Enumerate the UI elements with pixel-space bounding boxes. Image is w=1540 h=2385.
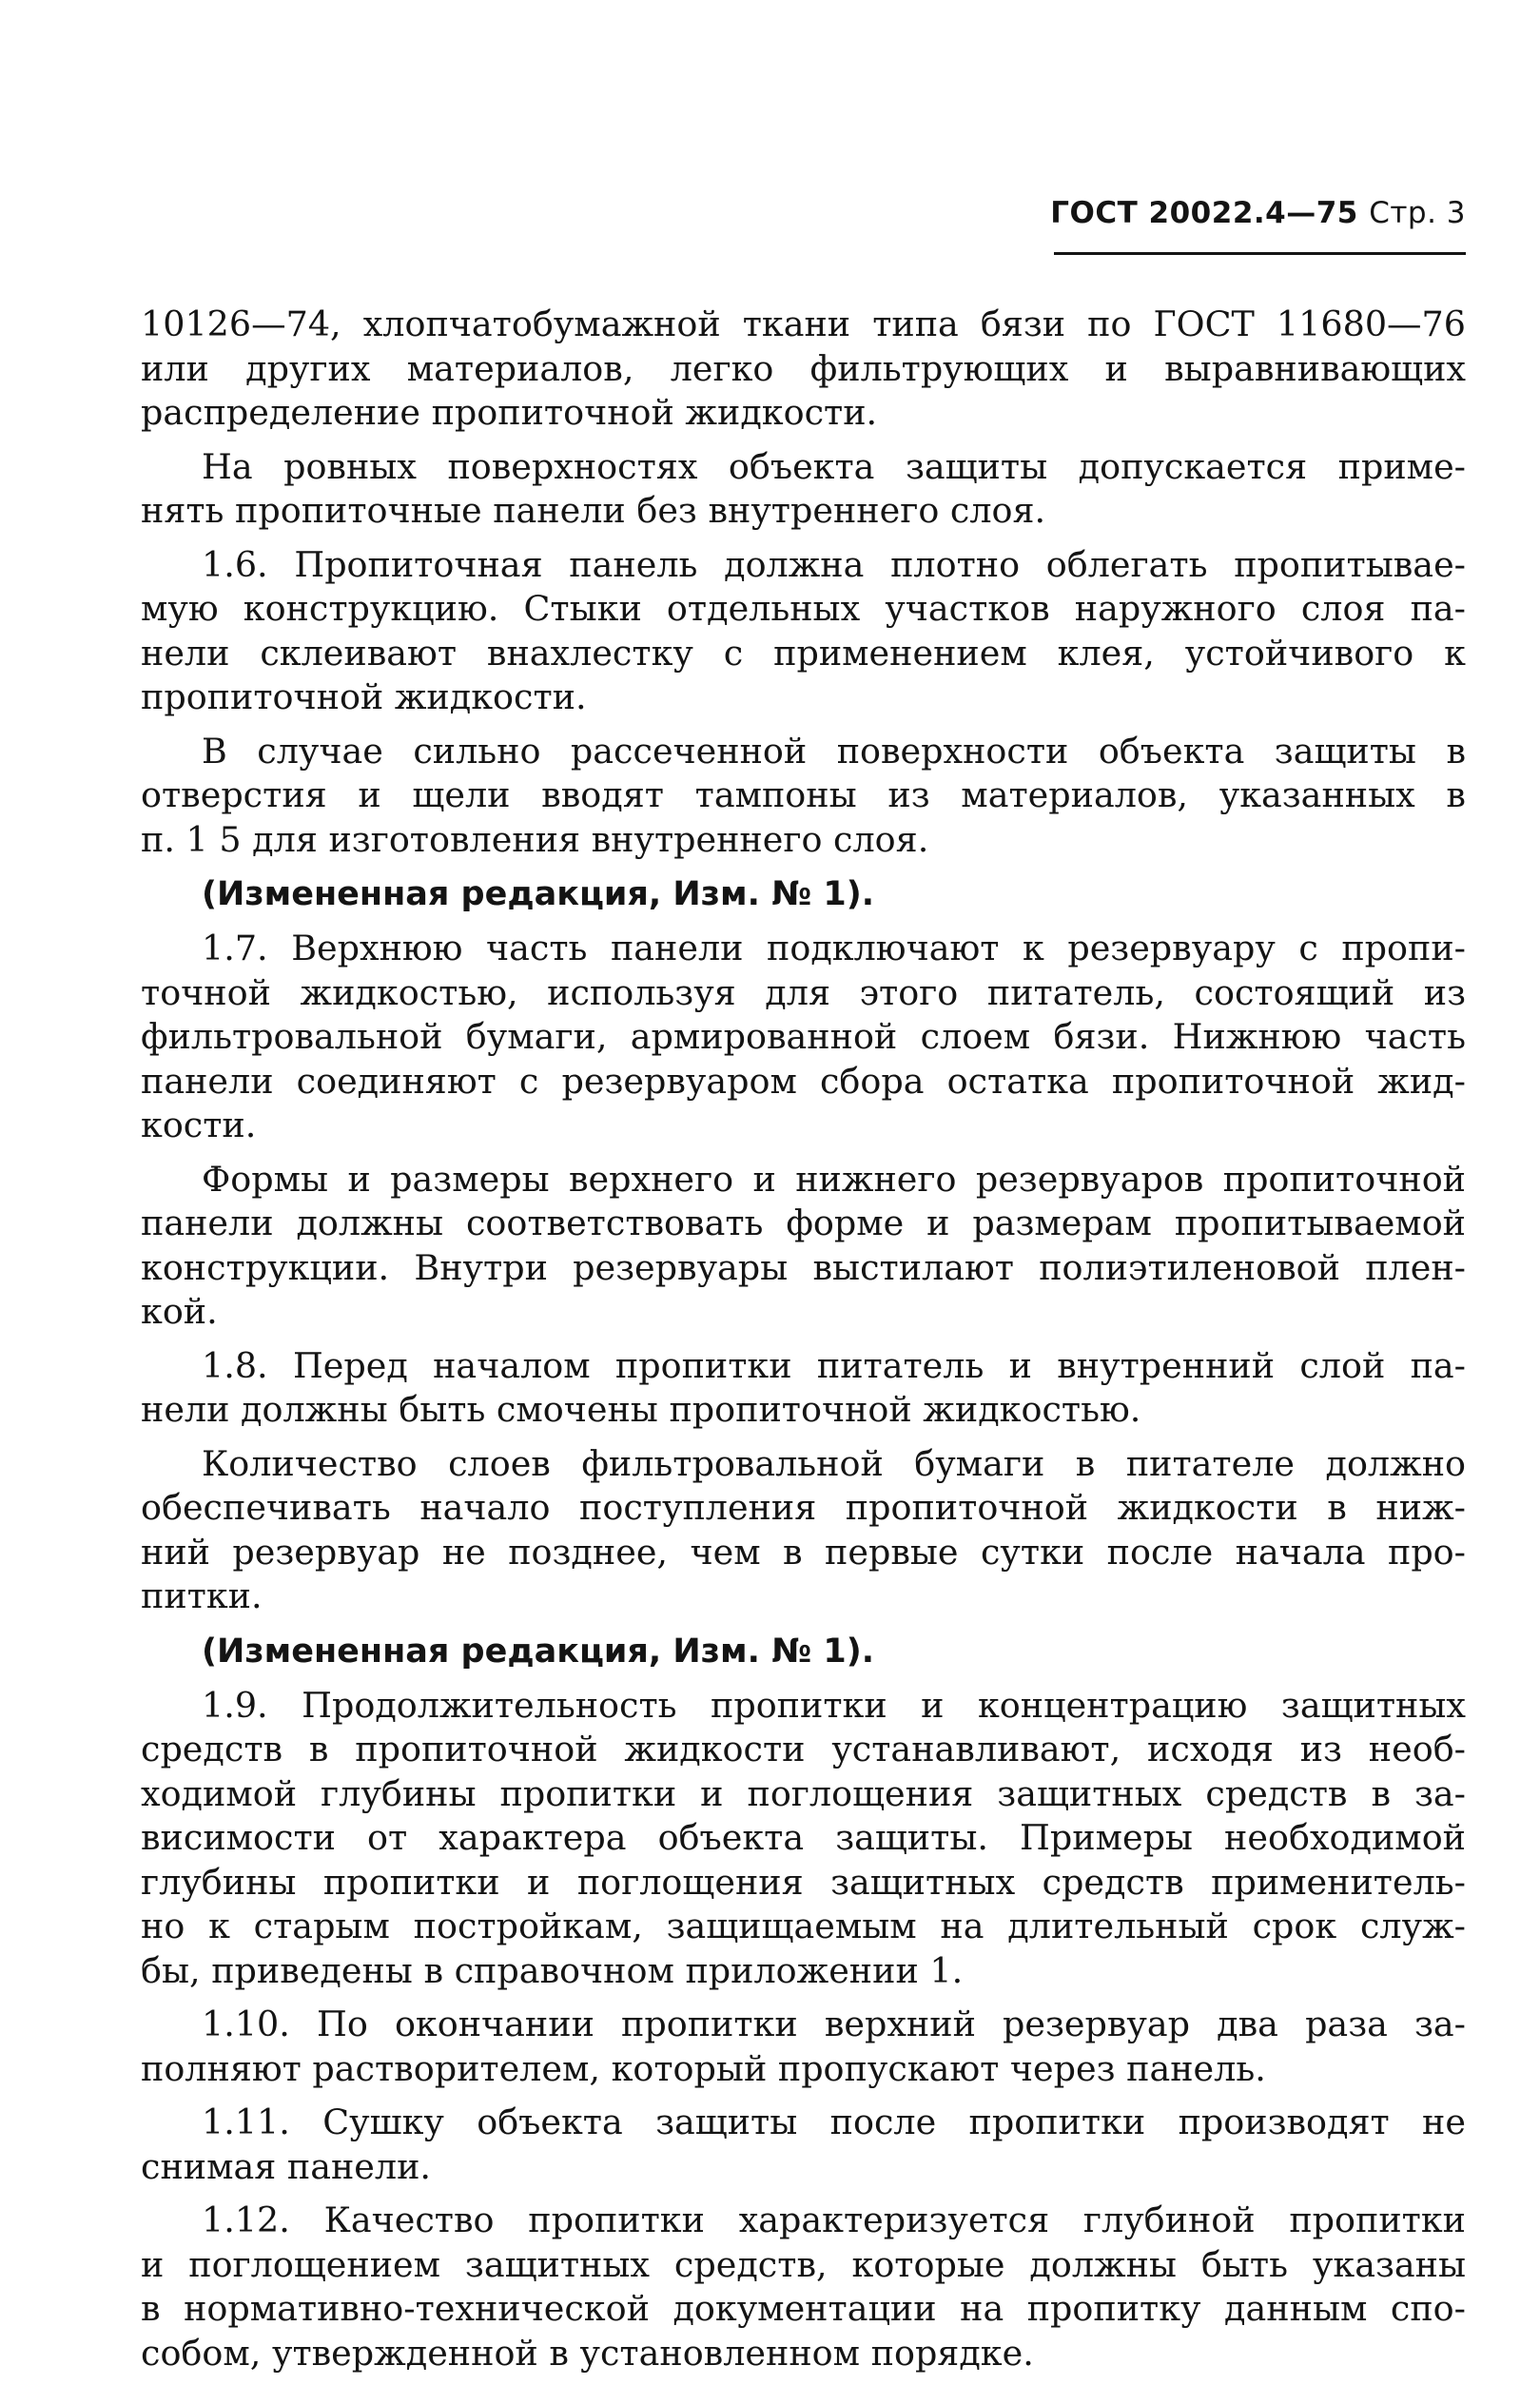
text-line: отверстия и щели вводят тампоны из материалов, указанных в	[141, 774, 1466, 815]
text-line: Формы и размеры верхнего и нижнего резервуаров пропиточной	[202, 1158, 1466, 1200]
text-line: п. 1 5 для изготовления внутреннего слоя.	[141, 818, 929, 860]
text-line: распределение пропиточной жидкости.	[141, 392, 878, 433]
revision-note: (Измененная редакция, Изм. № 1).	[202, 875, 875, 913]
text-line: 1.11. Сушку объекта защиты после пропитки производят не	[202, 2102, 1466, 2142]
text-line: панели должны соответствовать форме и размерам пропитываемой	[141, 1202, 1466, 1243]
text-line: но к старым постройкам, защищаемым на длительный срок служ-	[141, 1906, 1466, 1946]
paragraph-p2	[141, 445, 1466, 534]
text-line: и поглощением защитных средств, которые должны быть указаны	[141, 2243, 1466, 2285]
header-rule	[1054, 252, 1466, 255]
paragraph-p4	[141, 730, 1466, 863]
text-line: 1.9. Продолжительность пропитки и концентрацию защитных	[202, 1684, 1466, 1726]
text-line: Количество слоев фильтровальной бумаги в питателе должно	[202, 1442, 1466, 1484]
paragraph-p9	[141, 1442, 1466, 1619]
text-line: нять пропиточные панели без внутреннего слоя.	[141, 490, 1046, 531]
page-header	[1046, 196, 1466, 230]
text-line: конструкции. Внутри резервуары выстилают полиэтиленовой плен-	[141, 1246, 1466, 1288]
text-line: висимости от характера объекта защиты. Примеры необходимой	[141, 1817, 1466, 1858]
text-line: На ровных поверхностях объекта защиты допускается приме-	[202, 445, 1466, 487]
text-line: бы, приведены в справочном приложении 1.	[141, 1949, 964, 1991]
paragraph-p11	[141, 1684, 1466, 1994]
text-line: пропиточной жидкости.	[141, 676, 587, 717]
text-line: ний резервуар не позднее, чем в первые сутки после начала про-	[141, 1531, 1466, 1573]
text-line: в нормативно-технической документации на пропитку данным спо-	[141, 2288, 1466, 2329]
paragraph-p8	[141, 1344, 1466, 1433]
paragraph-p14	[141, 2199, 1466, 2375]
paragraph-p12	[141, 2003, 1466, 2091]
document-body	[141, 303, 1466, 2385]
paragraph-p7	[141, 1158, 1466, 1335]
text-line: или других материалов, легко фильтрующих и выравнивающих	[141, 347, 1466, 389]
text-line: снимая панели.	[141, 2145, 432, 2187]
text-line: полняют растворителем, который пропускают через панель.	[141, 2047, 1266, 2089]
page-number: Стр. 3	[1369, 196, 1466, 230]
text-line: 1.7. Верхнюю часть панели подключают к резервуару с пропи-	[202, 928, 1466, 968]
text-line: В случае сильно рассеченной поверхности объекта защиты в	[202, 730, 1466, 772]
text-line: глубины пропитки и поглощения защитных средств применитель-	[141, 1861, 1466, 1903]
text-line: кой.	[141, 1291, 218, 1332]
paragraph-p13	[141, 2101, 1466, 2189]
text-line: 1.12. Качество пропитки характеризуется глубиной пропитки	[202, 2199, 1466, 2240]
text-line: кости.	[141, 1105, 257, 1145]
text-line: средств в пропиточной жидкости устанавливают, исходя из необ-	[141, 1729, 1466, 1769]
text-line: панели соединяют с резервуаром сбора остатка пропиточной жид-	[141, 1060, 1466, 1102]
text-line: фильтровальной бумаги, армированной слоем бязи. Нижнюю часть	[141, 1016, 1466, 1057]
paragraph-p1	[141, 303, 1466, 436]
text-line: ходимой глубины пропитки и поглощения защитных средств в за-	[141, 1772, 1466, 1814]
text-line: обеспечивать начало поступления пропиточной жидкости в ниж-	[141, 1487, 1466, 1528]
text-line: мую конструкцию. Стыки отдельных участков наружного слоя па-	[141, 588, 1466, 629]
revision-note: (Измененная редакция, Изм. № 1).	[202, 1632, 875, 1671]
text-line: 10126—74, хлопчатобумажной ткани типа бязи по ГОСТ 11680—76	[141, 303, 1466, 344]
text-line: нели должны быть смочены пропиточной жидкостью.	[141, 1389, 1141, 1430]
text-line: точной жидкостью, используя для этого питатель, состоящий из	[141, 971, 1466, 1013]
text-line: нели склеивают внахлестку с применением клея, устойчивого к	[141, 632, 1466, 674]
paragraph-p3	[141, 543, 1466, 720]
paragraph-p6	[141, 927, 1466, 1148]
text-line: питки.	[141, 1575, 263, 1616]
standard-number: ГОСТ 20022.4—75	[1050, 196, 1358, 230]
text-line: 1.6. Пропиточная панель должна плотно облегать пропитывае-	[202, 543, 1466, 585]
text-line: собом, утвержденной в установленном порядке.	[141, 2332, 1034, 2374]
text-line: 1.8. Перед началом пропитки питатель и внутренний слой па-	[202, 1344, 1466, 1386]
text-line: 1.10. По окончании пропитки верхний резервуар два раза за-	[202, 2004, 1466, 2044]
